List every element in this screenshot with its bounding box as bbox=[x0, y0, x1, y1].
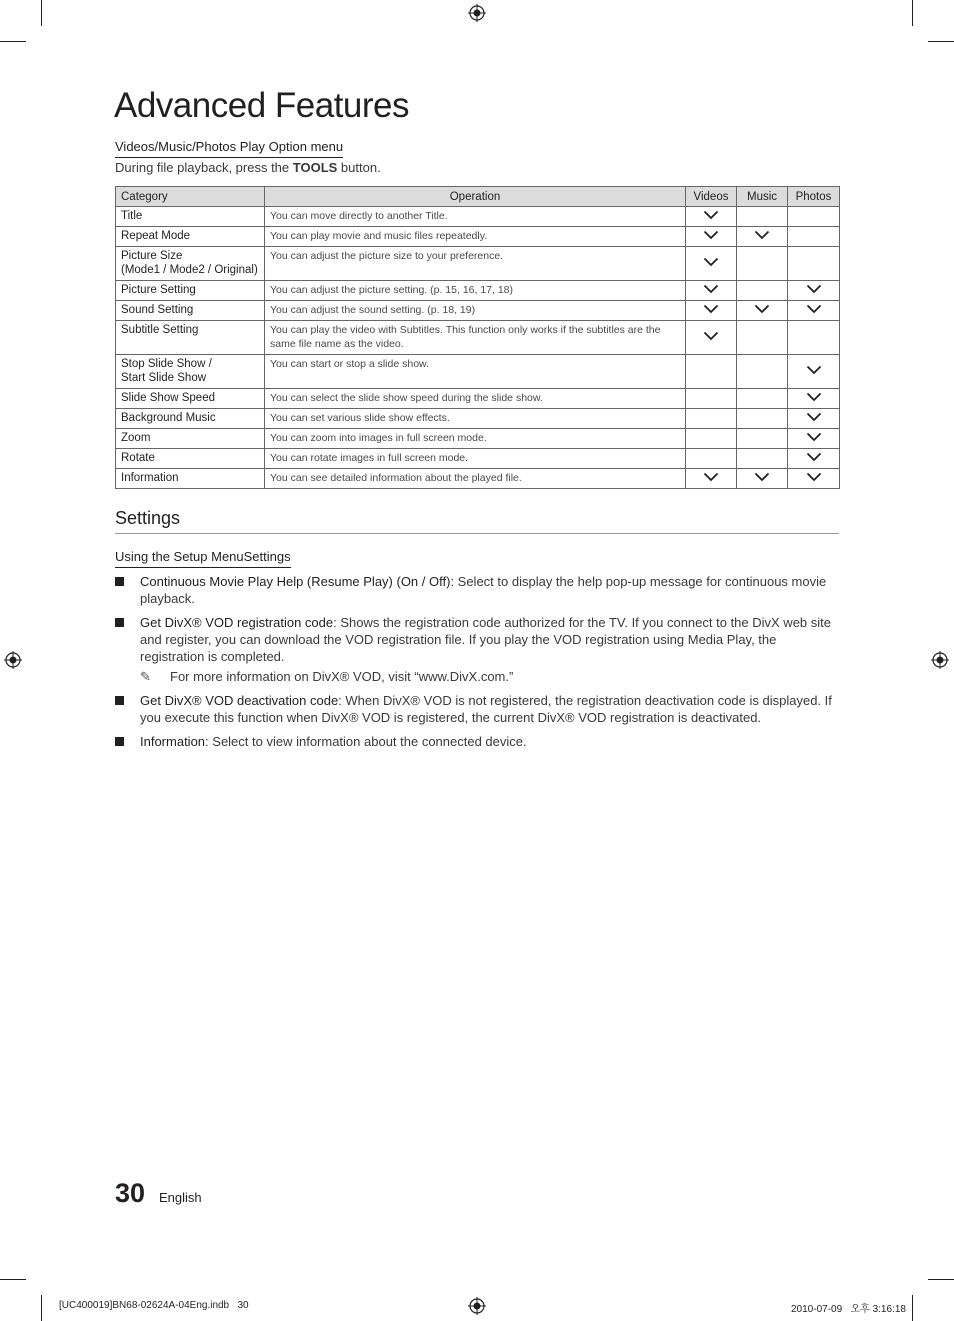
bullet-text: : Shows the registration code authorized for the TV. If you connect to the DivX web site and register, you can download the VOD registration file. If you play the VOD registration using Media Play, the registration is completed. bbox=[140, 615, 832, 664]
table-row bbox=[116, 449, 840, 469]
print-slug-date: 2010-07-09 오후 3:16:18 bbox=[791, 1304, 906, 1315]
header-category: Category bbox=[116, 187, 265, 207]
check-mark-icon bbox=[703, 304, 719, 314]
settings-title: Settings bbox=[115, 508, 839, 534]
intro-prefix: During file playback, press the bbox=[115, 160, 293, 175]
crop-mark bbox=[928, 1279, 954, 1280]
table-row bbox=[116, 469, 840, 489]
bullet-square-icon bbox=[115, 577, 124, 586]
check-mark-icon bbox=[703, 210, 719, 220]
tools-key-label: TOOLS bbox=[292, 160, 338, 175]
videos-support-cell bbox=[686, 281, 737, 301]
check-mark-icon bbox=[703, 331, 719, 341]
check-mark-icon bbox=[806, 304, 822, 314]
check-mark-icon bbox=[703, 472, 719, 482]
page-number: 30 bbox=[115, 1178, 146, 1208]
note bbox=[140, 668, 839, 685]
photos-support-cell bbox=[788, 409, 840, 429]
photos-support-cell bbox=[788, 449, 840, 469]
photos-support-cell bbox=[788, 301, 840, 321]
bullet-square-icon bbox=[115, 696, 124, 705]
music-support-cell bbox=[737, 389, 788, 409]
category-cell: Stop Slide Show / Start Slide Show bbox=[116, 355, 265, 389]
table-row bbox=[116, 227, 840, 247]
check-mark-icon bbox=[754, 304, 770, 314]
bullet-term: Get DivX® VOD deactivation code bbox=[140, 693, 339, 708]
category-cell: Sound Setting bbox=[116, 301, 265, 321]
crop-mark bbox=[0, 1279, 26, 1280]
videos-support-cell bbox=[686, 469, 737, 489]
registration-mark-icon bbox=[468, 4, 486, 22]
bullet-term: Continuous Movie Play Help (Resume Play) (On / Off) bbox=[140, 574, 451, 589]
music-support-cell bbox=[737, 281, 788, 301]
check-mark-icon bbox=[703, 284, 719, 294]
category-cell: Subtitle Setting bbox=[116, 321, 265, 355]
category-cell: Title bbox=[116, 207, 265, 227]
check-mark-icon bbox=[703, 257, 719, 267]
operation-cell: You can start or stop a slide show. bbox=[265, 355, 686, 389]
bullet-term: Get DivX® VOD registration code bbox=[140, 615, 334, 630]
crop-mark bbox=[928, 41, 954, 42]
music-support-cell bbox=[737, 449, 788, 469]
bullet-text: : Select to view information about the connected device. bbox=[205, 734, 527, 749]
photos-support-cell bbox=[788, 207, 840, 227]
videos-support-cell bbox=[686, 227, 737, 247]
category-cell: Picture Size (Mode1 / Mode2 / Original) bbox=[116, 247, 265, 281]
operation-cell: You can play movie and music files repeatedly. bbox=[265, 227, 686, 247]
bullet-square-icon bbox=[115, 618, 124, 627]
settings-list bbox=[115, 573, 839, 757]
check-mark-icon bbox=[754, 230, 770, 240]
operation-cell: You can see detailed information about the played file. bbox=[265, 469, 686, 489]
photos-support-cell bbox=[788, 355, 840, 389]
crop-mark bbox=[912, 1295, 913, 1321]
videos-support-cell bbox=[686, 207, 737, 227]
photos-support-cell bbox=[788, 227, 840, 247]
operation-cell: You can move directly to another Title. bbox=[265, 207, 686, 227]
music-support-cell bbox=[737, 321, 788, 355]
bullet-square-icon bbox=[115, 737, 124, 746]
play-option-table bbox=[115, 186, 840, 489]
pencil-note-icon: ✎ bbox=[140, 669, 151, 684]
check-mark-icon bbox=[754, 472, 770, 482]
registration-mark-icon bbox=[468, 1297, 486, 1315]
play-option-intro bbox=[115, 160, 381, 175]
videos-support-cell bbox=[686, 449, 737, 469]
photos-support-cell bbox=[788, 247, 840, 281]
music-support-cell bbox=[737, 469, 788, 489]
table-row bbox=[116, 389, 840, 409]
operation-cell: You can select the slide show speed during the slide show. bbox=[265, 389, 686, 409]
check-mark-icon bbox=[806, 284, 822, 294]
check-mark-icon bbox=[806, 472, 822, 482]
table-row bbox=[116, 247, 840, 281]
check-mark-icon bbox=[806, 365, 822, 375]
music-support-cell bbox=[737, 207, 788, 227]
operation-cell: You can adjust the sound setting. (p. 18, 19) bbox=[265, 301, 686, 321]
videos-support-cell bbox=[686, 389, 737, 409]
table-row bbox=[116, 207, 840, 227]
videos-support-cell bbox=[686, 409, 737, 429]
header-music: Music bbox=[737, 187, 788, 207]
music-support-cell bbox=[737, 227, 788, 247]
bullet-term: Information bbox=[140, 734, 206, 749]
list-item bbox=[115, 733, 839, 750]
videos-support-cell bbox=[686, 429, 737, 449]
table-row bbox=[116, 429, 840, 449]
category-cell: Repeat Mode bbox=[116, 227, 265, 247]
check-mark-icon bbox=[703, 230, 719, 240]
registration-mark-icon bbox=[931, 651, 949, 669]
category-cell: Zoom bbox=[116, 429, 265, 449]
check-mark-icon bbox=[806, 452, 822, 462]
category-cell: Slide Show Speed bbox=[116, 389, 265, 409]
crop-mark bbox=[0, 41, 26, 42]
photos-support-cell bbox=[788, 321, 840, 355]
operation-cell: You can set various slide show effects. bbox=[265, 409, 686, 429]
operation-cell: You can rotate images in full screen mode. bbox=[265, 449, 686, 469]
photos-support-cell bbox=[788, 429, 840, 449]
check-mark-icon bbox=[806, 412, 822, 422]
list-item bbox=[115, 614, 839, 685]
header-photos: Photos bbox=[788, 187, 840, 207]
videos-support-cell bbox=[686, 247, 737, 281]
photos-support-cell bbox=[788, 281, 840, 301]
category-cell: Picture Setting bbox=[116, 281, 265, 301]
music-support-cell bbox=[737, 247, 788, 281]
header-operation: Operation bbox=[265, 187, 686, 207]
check-mark-icon bbox=[806, 392, 822, 402]
crop-mark bbox=[912, 0, 913, 26]
print-slug-file: [UC400019]BN68-02624A-04Eng.indb 30 bbox=[59, 1300, 249, 1311]
note-text: For more information on DivX® VOD, visit “www.DivX.com.” bbox=[170, 669, 514, 684]
check-mark-icon bbox=[806, 432, 822, 442]
music-support-cell bbox=[737, 355, 788, 389]
crop-mark bbox=[41, 0, 42, 26]
videos-support-cell bbox=[686, 301, 737, 321]
play-option-heading: Videos/Music/Photos Play Option menu bbox=[115, 139, 343, 158]
operation-cell: You can adjust the picture setting. (p. 15, 16, 17, 18) bbox=[265, 281, 686, 301]
table-row bbox=[116, 321, 840, 355]
music-support-cell bbox=[737, 429, 788, 449]
table-row bbox=[116, 355, 840, 389]
page-title: Advanced Features bbox=[114, 86, 410, 125]
bullet-text: : When DivX® VOD is not registered, the registration deactivation code is displayed. If you execute this function when DivX® VOD is registered, the current DivX® VOD registration is deactivated. bbox=[140, 693, 832, 725]
category-cell: Background Music bbox=[116, 409, 265, 429]
crop-mark bbox=[41, 1295, 42, 1321]
videos-support-cell bbox=[686, 355, 737, 389]
music-support-cell bbox=[737, 409, 788, 429]
category-cell: Rotate bbox=[116, 449, 265, 469]
table-row bbox=[116, 301, 840, 321]
photos-support-cell bbox=[788, 469, 840, 489]
operation-cell: You can adjust the picture size to your preference. bbox=[265, 247, 686, 281]
list-item bbox=[115, 692, 839, 726]
settings-subheading: Using the Setup MenuSettings bbox=[115, 549, 291, 568]
operation-cell: You can zoom into images in full screen mode. bbox=[265, 429, 686, 449]
operation-cell: You can play the video with Subtitles. This function only works if the subtitles are the same file name as the video. bbox=[265, 321, 686, 355]
intro-suffix: button. bbox=[337, 160, 381, 175]
page-language: English bbox=[159, 1190, 202, 1205]
header-videos: Videos bbox=[686, 187, 737, 207]
list-item bbox=[115, 573, 839, 607]
category-cell: Information bbox=[116, 469, 265, 489]
videos-support-cell bbox=[686, 321, 737, 355]
registration-mark-icon bbox=[4, 651, 22, 669]
table-row bbox=[116, 409, 840, 429]
photos-support-cell bbox=[788, 389, 840, 409]
table-row bbox=[116, 281, 840, 301]
bullet-text: : Select to display the help pop-up message for continuous movie playback. bbox=[140, 574, 827, 606]
music-support-cell bbox=[737, 301, 788, 321]
